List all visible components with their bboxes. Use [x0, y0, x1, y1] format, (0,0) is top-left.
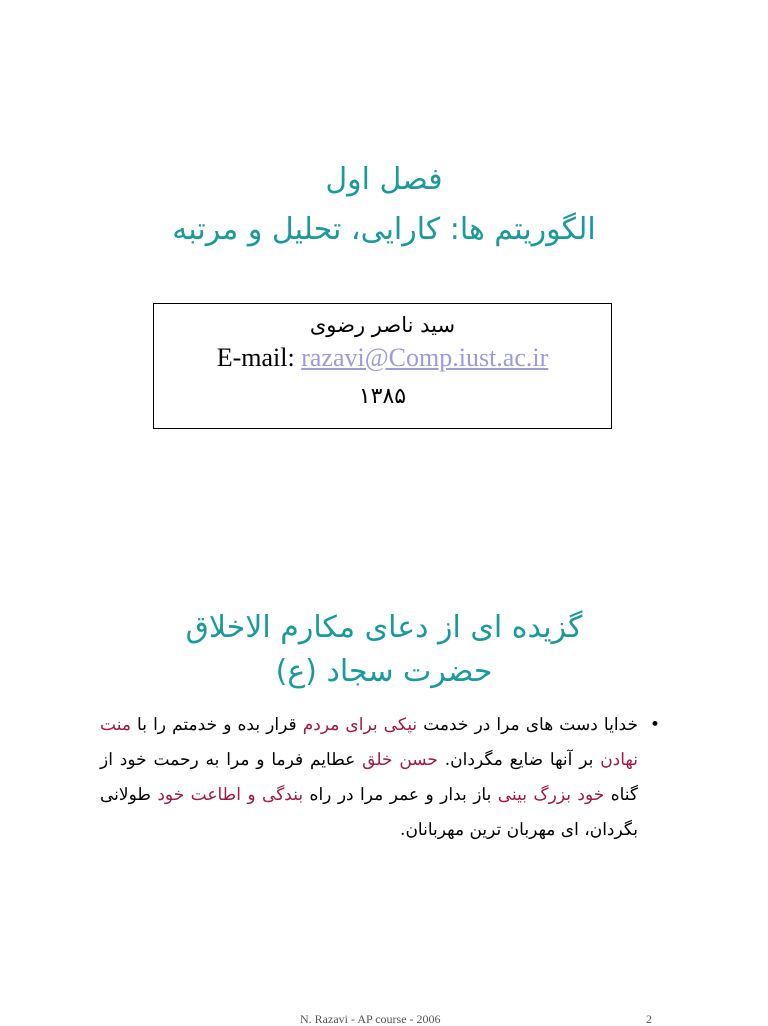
prayer-highlight: خود بزرگ بینی	[497, 785, 605, 805]
prayer-highlight: حسن خلق	[362, 750, 438, 770]
prayer-list	[100, 708, 668, 848]
prayer-subtitle: حضرت سجاد (ع)	[275, 654, 493, 689]
email-link[interactable]: razavi@Comp.iust.ac.ir	[301, 343, 549, 372]
prayer-segment: قرار بده و خدمتم را با	[130, 715, 303, 735]
chapter-title: فصل اول	[325, 162, 443, 197]
email-line	[154, 340, 611, 376]
email-label: E-mail:	[216, 343, 302, 372]
prayer-paragraph	[100, 708, 668, 848]
author-name: سید ناصر رضوی	[309, 313, 456, 337]
prayer-segment: طولانی بگردان، ای مهربان ترین مهربانان.	[100, 785, 638, 840]
prayer-title: گزیده ای از دعای مکارم الاخلاق	[185, 610, 583, 645]
prayer-highlight: بندگی و اطاعت خود	[157, 785, 304, 805]
prayer-segment: خدایا دست های مرا در خدمت	[417, 715, 638, 735]
page-number: 2	[646, 1012, 652, 1026]
prayer-segment: باز بدار و عمر مرا در راه	[303, 785, 498, 805]
bullet-icon: •	[649, 715, 660, 735]
prayer-segment: بر آنها ضایع مگردان.	[437, 750, 601, 770]
chapter-subtitle: الگوریتم ها: کارایی، تحلیل و مرتبه	[172, 212, 596, 247]
prayer-segment: عطایم فرما و مرا به رحمت خود از گناه	[100, 750, 639, 805]
author-info-box	[153, 303, 612, 429]
prayer-highlight: منت نهادن	[100, 715, 638, 770]
prayer-highlight: نیکی برای مردم	[302, 715, 418, 735]
year-label: ۱۳۸۵	[358, 384, 407, 409]
footer-text: N. Razavi - AP course - 2006	[300, 1012, 441, 1026]
